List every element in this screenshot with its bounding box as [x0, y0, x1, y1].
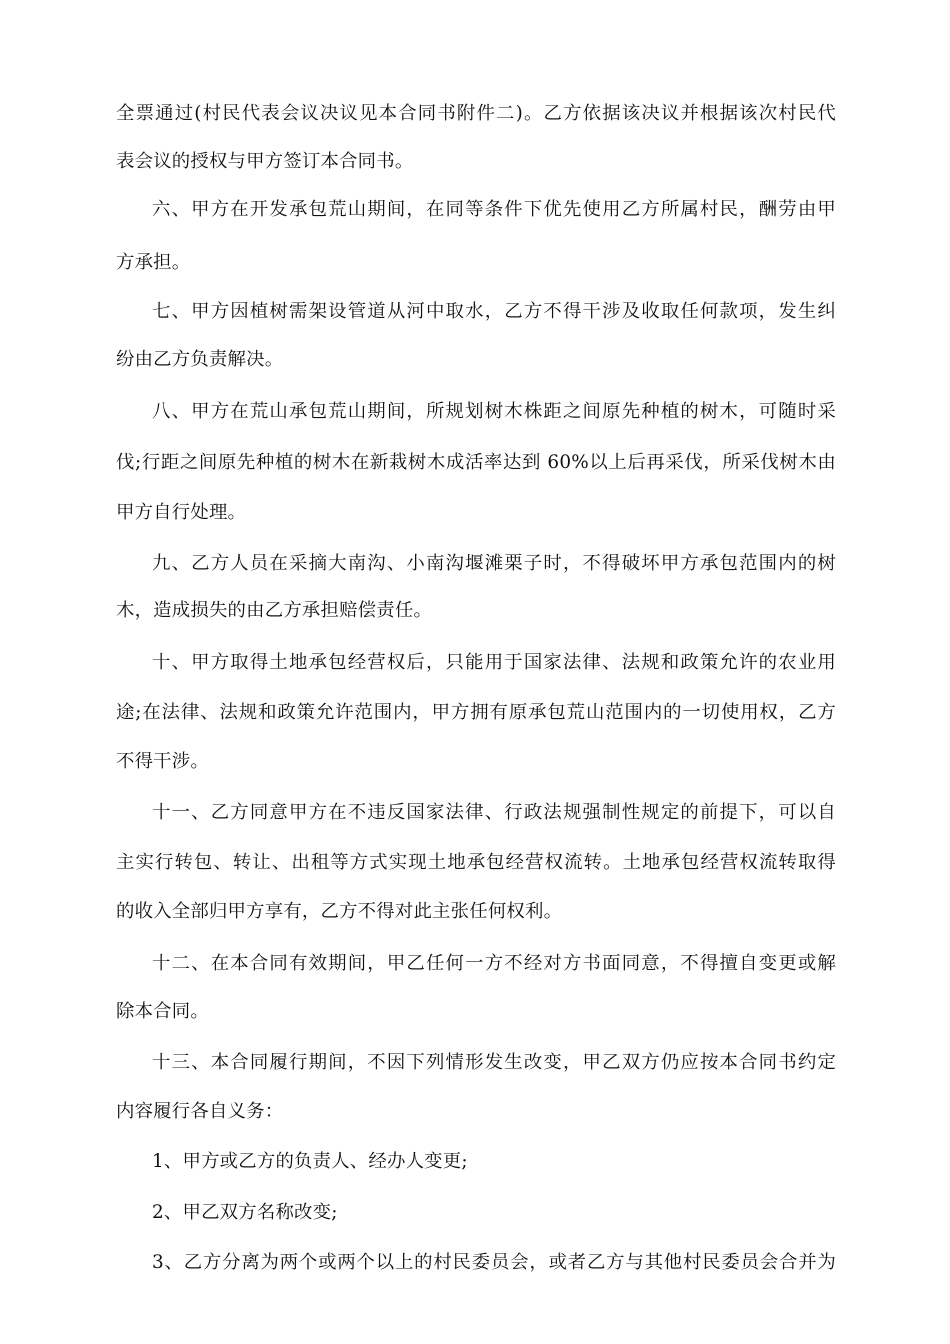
list-item: 2、甲乙双方名称改变;	[152, 1202, 338, 1223]
paragraph-7-line: 七、甲方因植树需架设管道从河中取水，乙方不得干涉及收取任何款项，发生纠	[152, 301, 836, 322]
text-line: 方承担。	[116, 252, 191, 273]
text-line: 甲方自行处理。	[116, 502, 247, 523]
paragraph-9-line: 九、乙方人员在采摘大南沟、小南沟堰滩栗子时，不得破坏甲方承包范围内的树	[152, 553, 836, 574]
paragraph-11-line: 十一、乙方同意甲方在不违反国家法律、行政法规强制性规定的前提下，可以自	[152, 802, 836, 823]
text-line: 表会议的授权与甲方签订本合同书。	[116, 151, 414, 172]
text-line: 内容履行各自义务：	[116, 1101, 284, 1122]
list-item: 3、乙方分离为两个或两个以上的村民委员会，或者乙方与其他村民委员会合并为	[152, 1252, 836, 1273]
text-line: 除本合同。	[116, 1001, 209, 1022]
paragraph-13-line: 十三、本合同履行期间，不因下列情形发生改变，甲乙双方仍应按本合同书约定	[152, 1052, 836, 1073]
text-line: 伐;行距之间原先种植的树木在新栽树木成活率达到 60%以上后再采伐，所采伐树木由	[116, 452, 836, 473]
paragraph-8-line: 八、甲方在荒山承包荒山期间，所规划树木株距之间原先种植的树木，可随时采	[152, 401, 836, 422]
paragraph-6-line: 六、甲方在开发承包荒山期间，在同等条件下优先使用乙方所属村民，酬劳由甲	[152, 199, 836, 220]
paragraph-12-line: 十二、在本合同有效期间，甲乙任何一方不经对方书面同意，不得擅自变更或解	[152, 953, 836, 974]
text-line: 不得干涉。	[116, 751, 209, 772]
text-line: 木，造成损失的由乙方承担赔偿责任。	[116, 600, 433, 621]
text-line: 主实行转包、转让、出租等方式实现土地承包经营权流转。土地承包经营权流转取得	[116, 852, 836, 873]
text-line: 全票通过(村民代表会议决议见本合同书附件二)。乙方依据该决议并根据该次村民代	[116, 103, 836, 124]
list-item: 1、甲方或乙方的负责人、经办人变更;	[152, 1151, 468, 1172]
text-line: 途;在法律、法规和政策允许范围内，甲方拥有原承包荒山范围内的一切使用权，乙方	[116, 702, 836, 723]
text-line: 的收入全部归甲方享有，乙方不得对此主张任何权利。	[116, 901, 563, 922]
paragraph-10-line: 十、甲方取得土地承包经营权后，只能用于国家法律、法规和政策允许的农业用	[152, 652, 836, 673]
text-line: 纷由乙方负责解决。	[116, 349, 284, 370]
